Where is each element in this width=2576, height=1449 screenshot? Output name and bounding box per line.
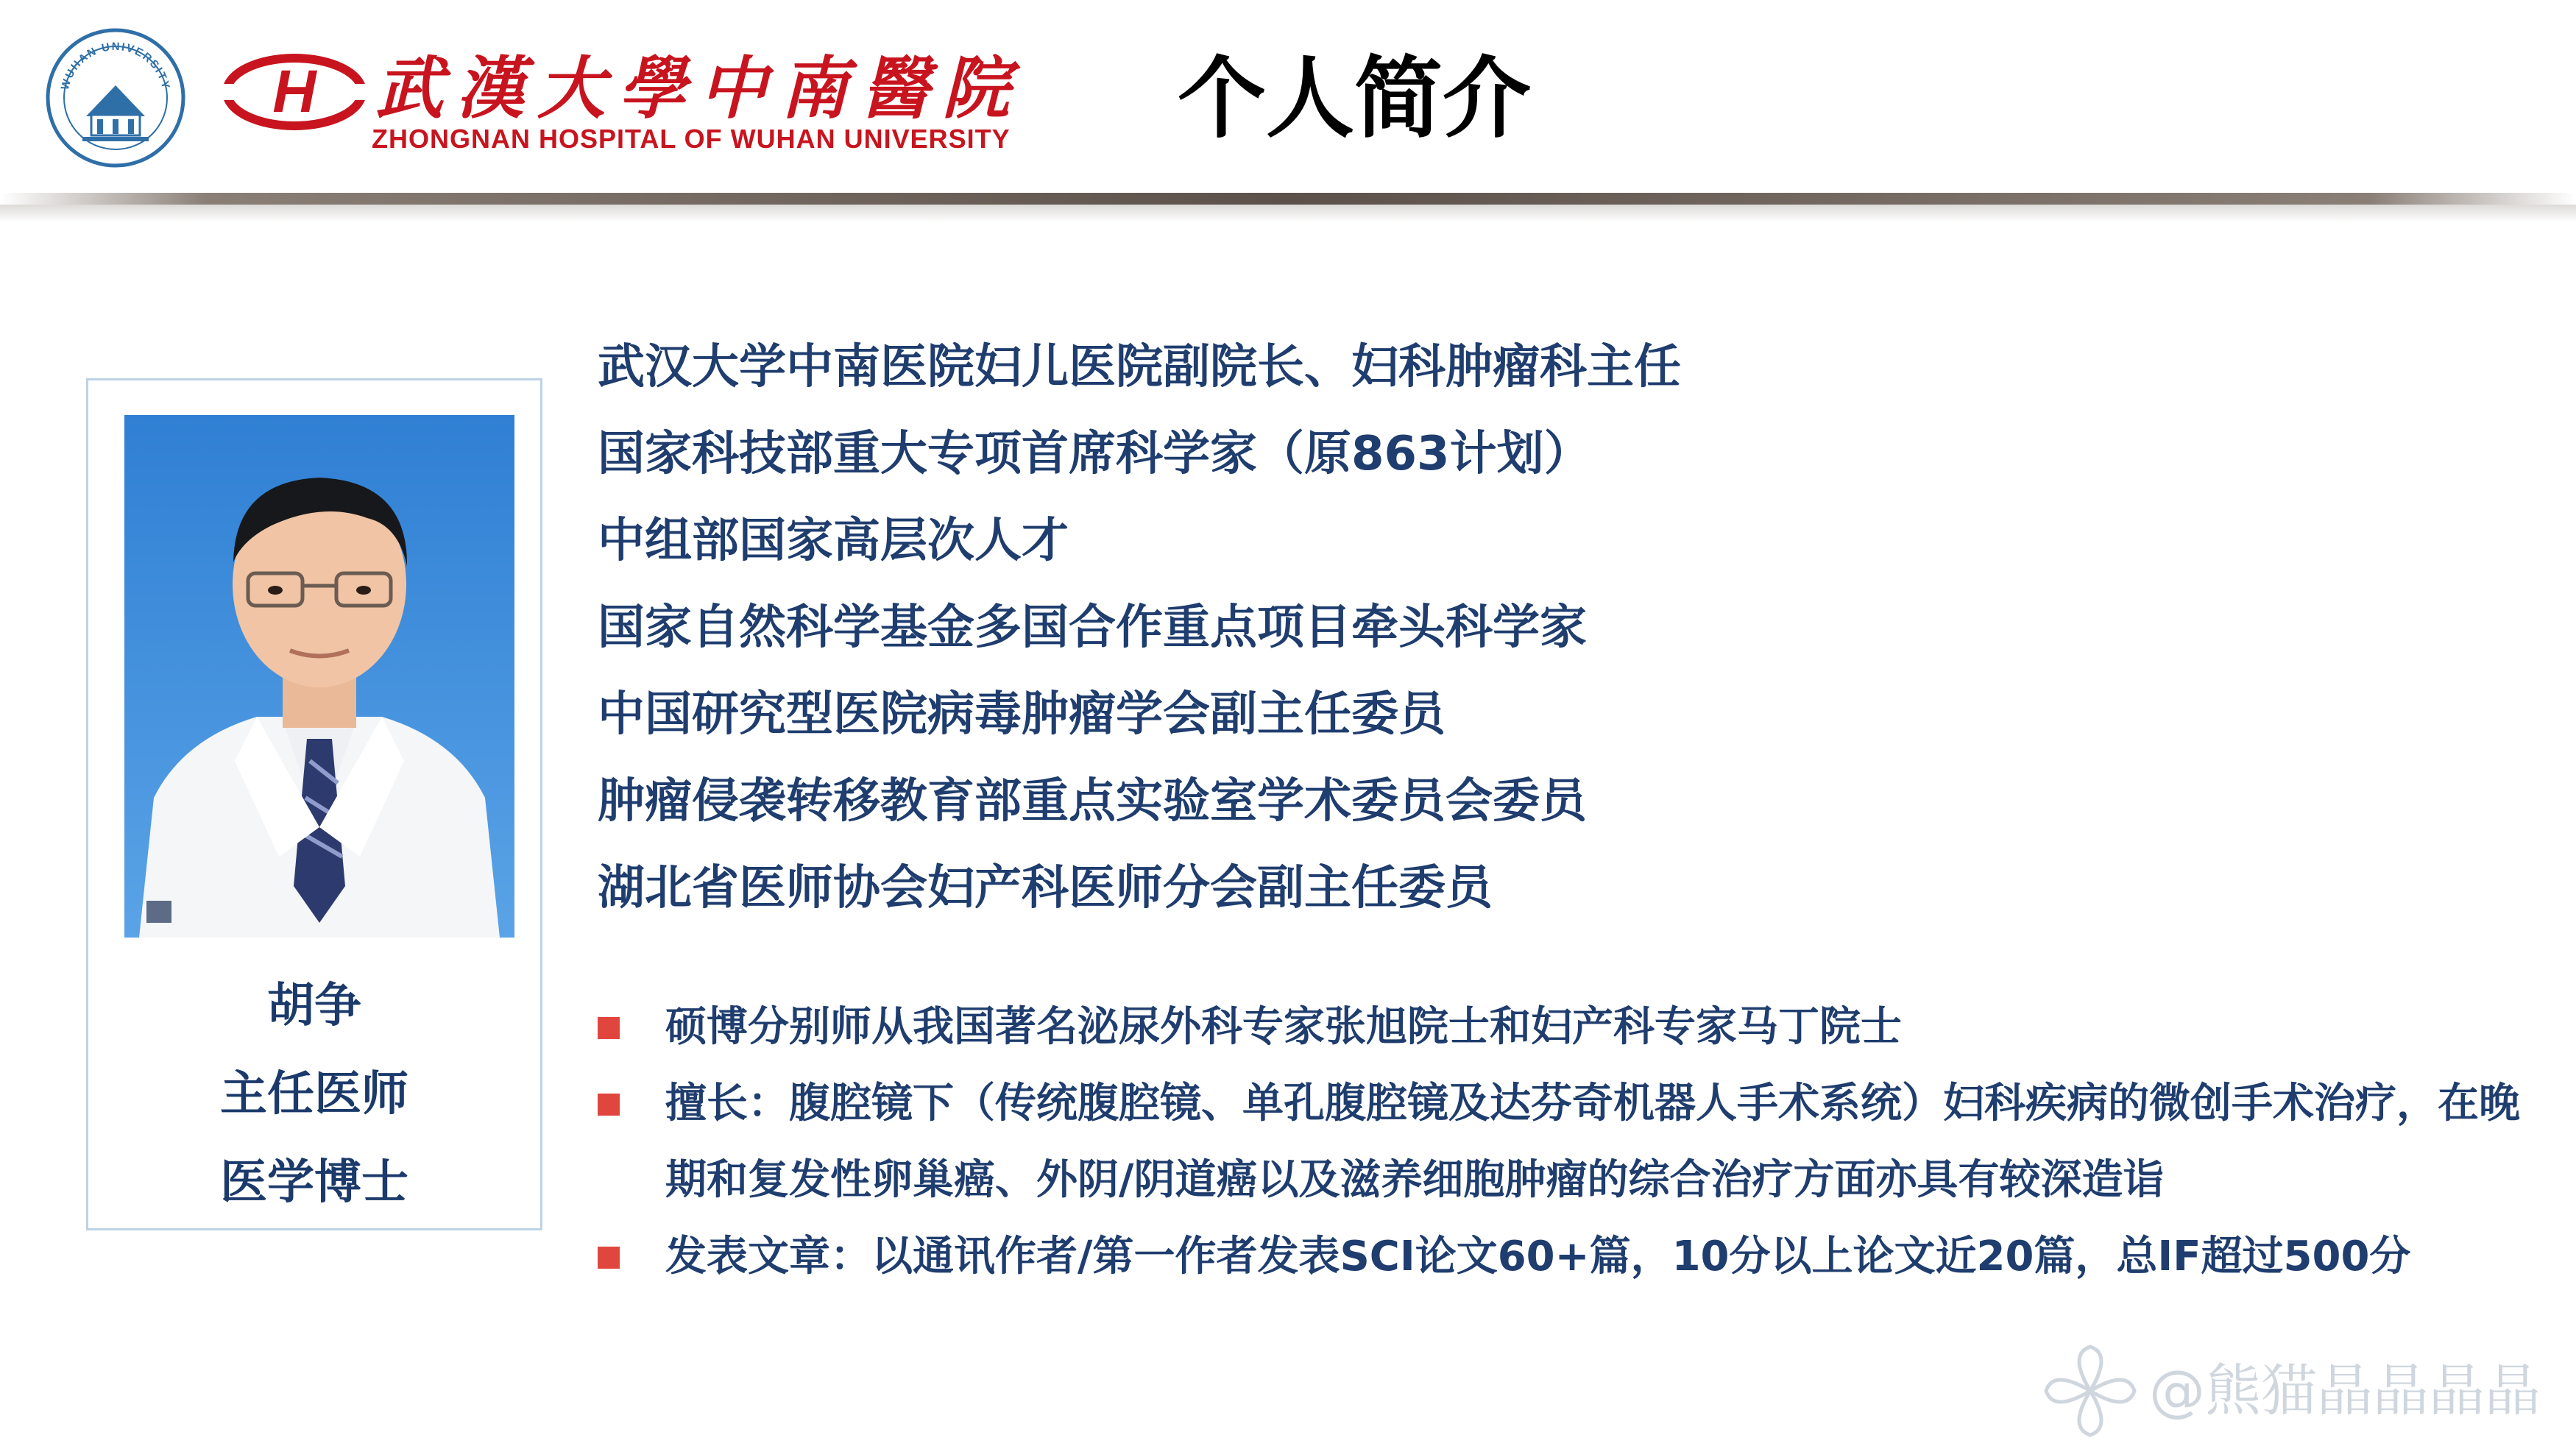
watermark-text: @熊猫晶晶晶晶 [2149,1358,2541,1423]
bullet-square-icon [598,1017,620,1039]
title-item: 武汉大学中南医院妇儿医院副院长、妇科肿瘤科主任 [598,340,1681,394]
bullet-square-icon [598,1247,620,1269]
header-divider [0,193,2576,205]
highlights-list [598,989,2526,1295]
svg-text:H: H [272,58,316,125]
hospital-h-emblem-icon [221,52,368,132]
list-item [598,1066,2526,1219]
profile-card [86,378,542,1230]
seal-text: WUHAN UNIVERSITY [58,40,173,92]
list-item-text: 硕博分别师从我国著名泌尿外科专家张旭院士和妇产科专家马丁院士 [665,1003,1902,1051]
title-item: 肿瘤侵袭转移教育部重点实验室学术委员会委员 [598,774,1587,829]
zhongnan-hospital-logo [221,44,1024,162]
doctor-name: 胡争 [267,979,361,1033]
list-item-text: 擅长：腹腔镜下（传统腹腔镜、单孔腹腔镜及达芬奇机器人手术系统）妇科疾病的微创手术治疗，在晚期和复发性卵巢癌、外阴/阴道癌以及滋养细胞肿瘤的综合治疗方面亦具有较深造诣 [665,1080,2520,1204]
list-item [598,1219,2526,1295]
doctor-portrait-photo [124,415,514,938]
page-title: 个人简介 [1178,48,1531,150]
title-item: 湖北省医师协会妇产科医师分会副主任委员 [598,861,1493,915]
title-item: 国家科技部重大专项首席科学家（原863计划） [598,427,1591,481]
profile-caption [88,962,540,1227]
doctor-position: 主任医师 [220,1067,408,1122]
portrait-illustration [124,415,514,938]
list-item-text: 发表文章：以通讯作者/第一作者发表SCI论文60+篇，10分以上论文近20篇，总IF超过500分 [665,1233,2411,1280]
bullet-square-icon [598,1094,620,1116]
watermark [2039,1339,2569,1435]
title-item: 中组部国家高层次人才 [598,514,1069,568]
flower-watermark-icon [2039,1339,2142,1442]
titles-list [598,324,1681,932]
wuhan-university-seal-logo [46,28,185,168]
header-divider-shadow [0,205,2576,222]
hospital-name-english: ZHONGNAN HOSPITAL OF WUHAN UNIVERSITY [372,124,1011,154]
list-item [598,989,2526,1066]
title-item: 中国研究型医院病毒肿瘤学会副主任委员 [598,687,1446,742]
hospital-name-chinese: 武漢大學中南醫院 [375,49,1024,128]
title-item: 国家自然科学基金多国合作重点项目牵头科学家 [598,600,1587,655]
doctor-degree: 医学博士 [220,1155,408,1210]
slide-header [0,0,2576,199]
